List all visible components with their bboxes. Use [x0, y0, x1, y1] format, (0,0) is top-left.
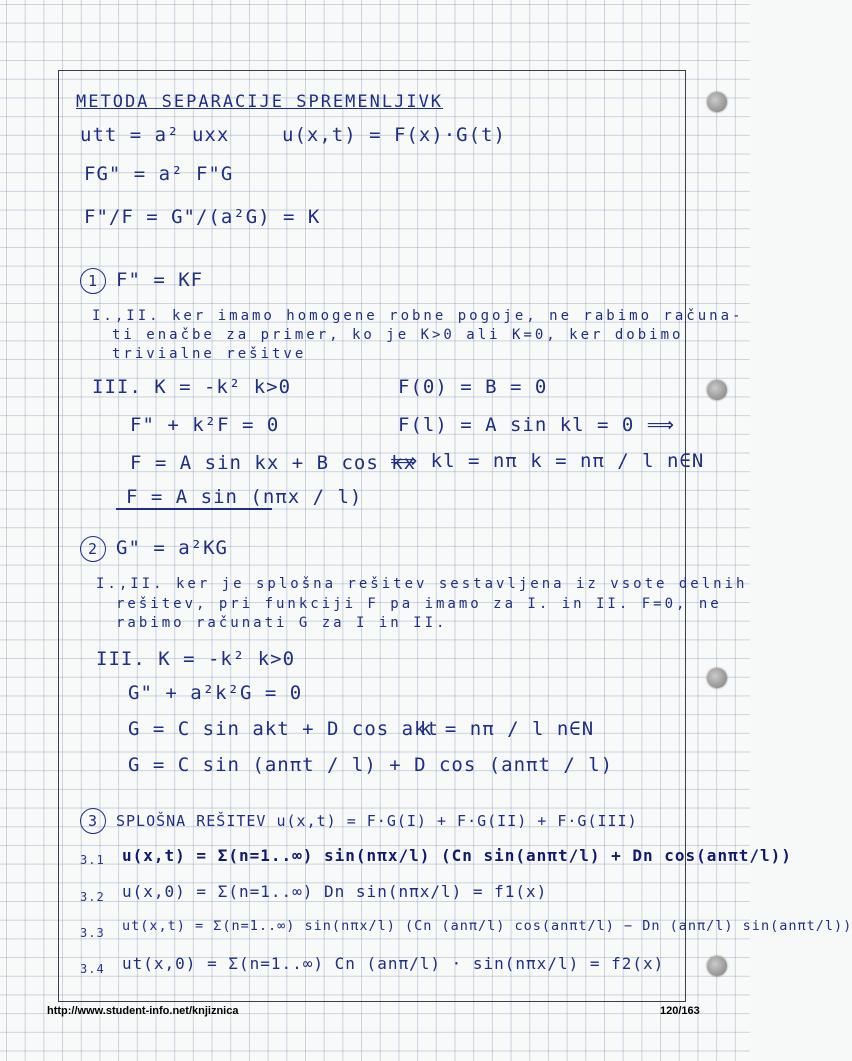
section-2-particular-solution: G = C sin (anπt / l) + D cos (anπt / l) [128, 754, 614, 776]
separation-ansatz: u(x,t) = F(x)·G(t) [282, 124, 506, 146]
section-2-equation: G" = a²KG [116, 537, 228, 559]
substituted-equation: FG" = a² F"G [84, 163, 234, 185]
initial-velocity: ut(x,0) = Σ(n=1..∞) Cn (anπ/l) · sin(nπx/l) = f2(x) [122, 954, 665, 973]
binder-hole [707, 956, 727, 976]
section-2-note-line: rešitev, pri funkciji F pa imamo za I. in II. F=0, ne [116, 596, 722, 612]
eigenvalue-condition: ⟹ kl = nπ k = nπ / l n∈N [390, 450, 705, 472]
section-2-note-line: I.,II. ker je splošna rešitev sestavljena iz vsote delnih [96, 576, 748, 592]
section-2-ode: G" + a²k²G = 0 [128, 682, 303, 704]
section-3-number: 3 [80, 808, 106, 834]
section-1-note-line: I.,II. ker imamo homogene robne pogoje, ne rabimo računa- [92, 308, 744, 324]
section-1-ode: F" + k²F = 0 [130, 414, 280, 436]
binder-hole [707, 380, 727, 400]
section-1-note-line: ti enačbe za primer, ko je K>0 ali K=0, ker dobimo [112, 327, 684, 343]
binder-hole [707, 92, 727, 112]
binder-hole [707, 668, 727, 688]
section-3-title: SPLOŠNA REŠITEV u(x,t) = F·G(I) + F·G(II) + F·G(III) [116, 812, 638, 830]
time-derivative-series: ut(x,t) = Σ(n=1..∞) sin(nπx/l) (Cn (anπ/l) cos(anπt/l) − Dn (anπ/l) sin(anπt/l)) [122, 918, 852, 934]
section-1-general-solution: F = A sin kx + B cos kx [130, 452, 417, 474]
section-2-note-line: rabimo računati G za I in II. [116, 615, 448, 631]
source-url: http://www.student-info.net/knjiznica [47, 1005, 239, 1017]
section-1-case-iii: III. K = -k² k>0 [92, 376, 292, 398]
section-1-number: 1 [80, 268, 106, 294]
boundary-condition-right: F(l) = A sin kl = 0 ⟹ [398, 414, 676, 436]
wave-equation: utt = a² uxx [80, 124, 230, 146]
solution-underline [116, 508, 272, 510]
section-2-general-solution: G = C sin akt + D cos akt [128, 718, 439, 740]
section-2-k-value: k = nπ / l n∈N [420, 718, 595, 740]
section-2-case-iii: III. K = -k² k>0 [96, 648, 296, 670]
ratio-equation: F"/F = G"/(a²G) = K [84, 206, 321, 228]
step-number: 3.2 [80, 890, 105, 904]
page-title: METODA SEPARACIJE SPREMENLJIVK [76, 92, 444, 112]
section-1-note-line: trivialne rešitve [112, 346, 307, 362]
step-number: 3.3 [80, 926, 105, 940]
boundary-condition-left: F(0) = B = 0 [398, 376, 548, 398]
section-1-heading [80, 268, 203, 294]
section-2-number: 2 [80, 536, 106, 562]
section-2-heading [80, 536, 228, 562]
section-3-heading [80, 808, 638, 834]
general-solution-series: u(x,t) = Σ(n=1..∞) sin(nπx/l) (Cn sin(anπt/l) + Dn cos(anπt/l)) [122, 846, 792, 865]
section-1-particular-solution: F = A sin (nπx / l) [126, 486, 363, 508]
initial-displacement: u(x,0) = Σ(n=1..∞) Dn sin(nπx/l) = f1(x) [122, 882, 548, 901]
section-1-equation: F" = KF [116, 269, 204, 291]
step-number: 3.1 [80, 853, 105, 867]
page-counter: 120/163 [660, 1005, 700, 1017]
step-number: 3.4 [80, 962, 105, 976]
